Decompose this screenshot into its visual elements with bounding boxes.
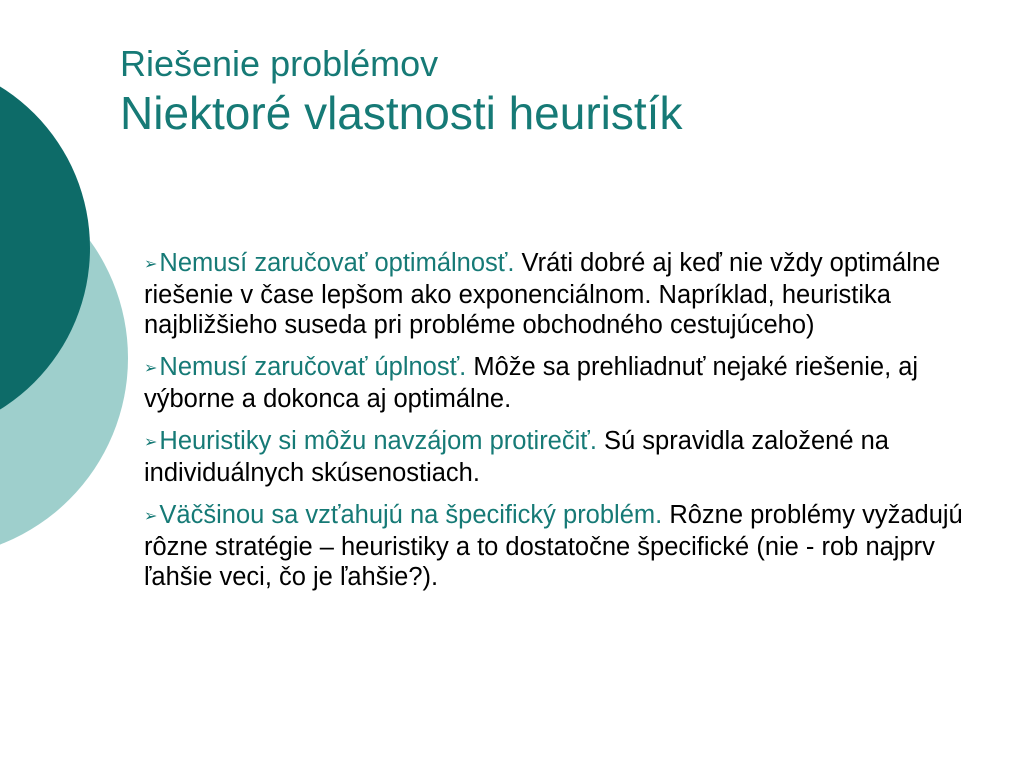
bullet-item <box>144 352 992 414</box>
bullet-lead: Heuristiky si môžu navzájom protirečiť. <box>159 427 597 455</box>
slide-title: Riešenie problémov <box>120 43 439 84</box>
bullet-item <box>144 426 992 488</box>
bullet-lead: Nemusí zaručovať optimálnosť. <box>159 249 515 277</box>
bullet-item <box>144 500 992 592</box>
bullet-text: Sú spravidla založené na individuálnych skúsenostiach. <box>144 427 889 487</box>
bullet-item <box>144 248 992 340</box>
bullet-text: Môže sa prehliadnuť nejaké riešenie, aj výborne a dokonca aj optimálne. <box>144 353 919 413</box>
bullet-text: Rôzne problémy vyžadujú rôzne stratégie – heuristiky a to dostatočne špecifické (nie - rob najprv ľahšie veci, čo je ľahšie?). <box>144 501 963 591</box>
bullet-text: Vráti dobré aj keď nie vždy optimálne riešenie v čase lepšom ako exponenciálnom. Napríklad, heuristika najbližšieho suseda pri probléme obchodného cestujúceho) <box>144 249 941 339</box>
slide-subtitle: Niektoré vlastnosti heuristík <box>120 87 683 139</box>
bullet-lead: Nemusí zaručovať úplnosť. <box>159 353 467 381</box>
bullet-lead: Väčšinou sa vzťahujú na špecifický problém. <box>159 501 663 529</box>
arrowhead-bullet-icon: ➢ <box>144 434 158 451</box>
title-block <box>120 42 682 140</box>
arrowhead-bullet-icon: ➢ <box>144 508 158 525</box>
bullet-list <box>144 248 992 604</box>
arrowhead-bullet-icon: ➢ <box>144 256 158 273</box>
arrowhead-bullet-icon: ➢ <box>144 360 158 377</box>
